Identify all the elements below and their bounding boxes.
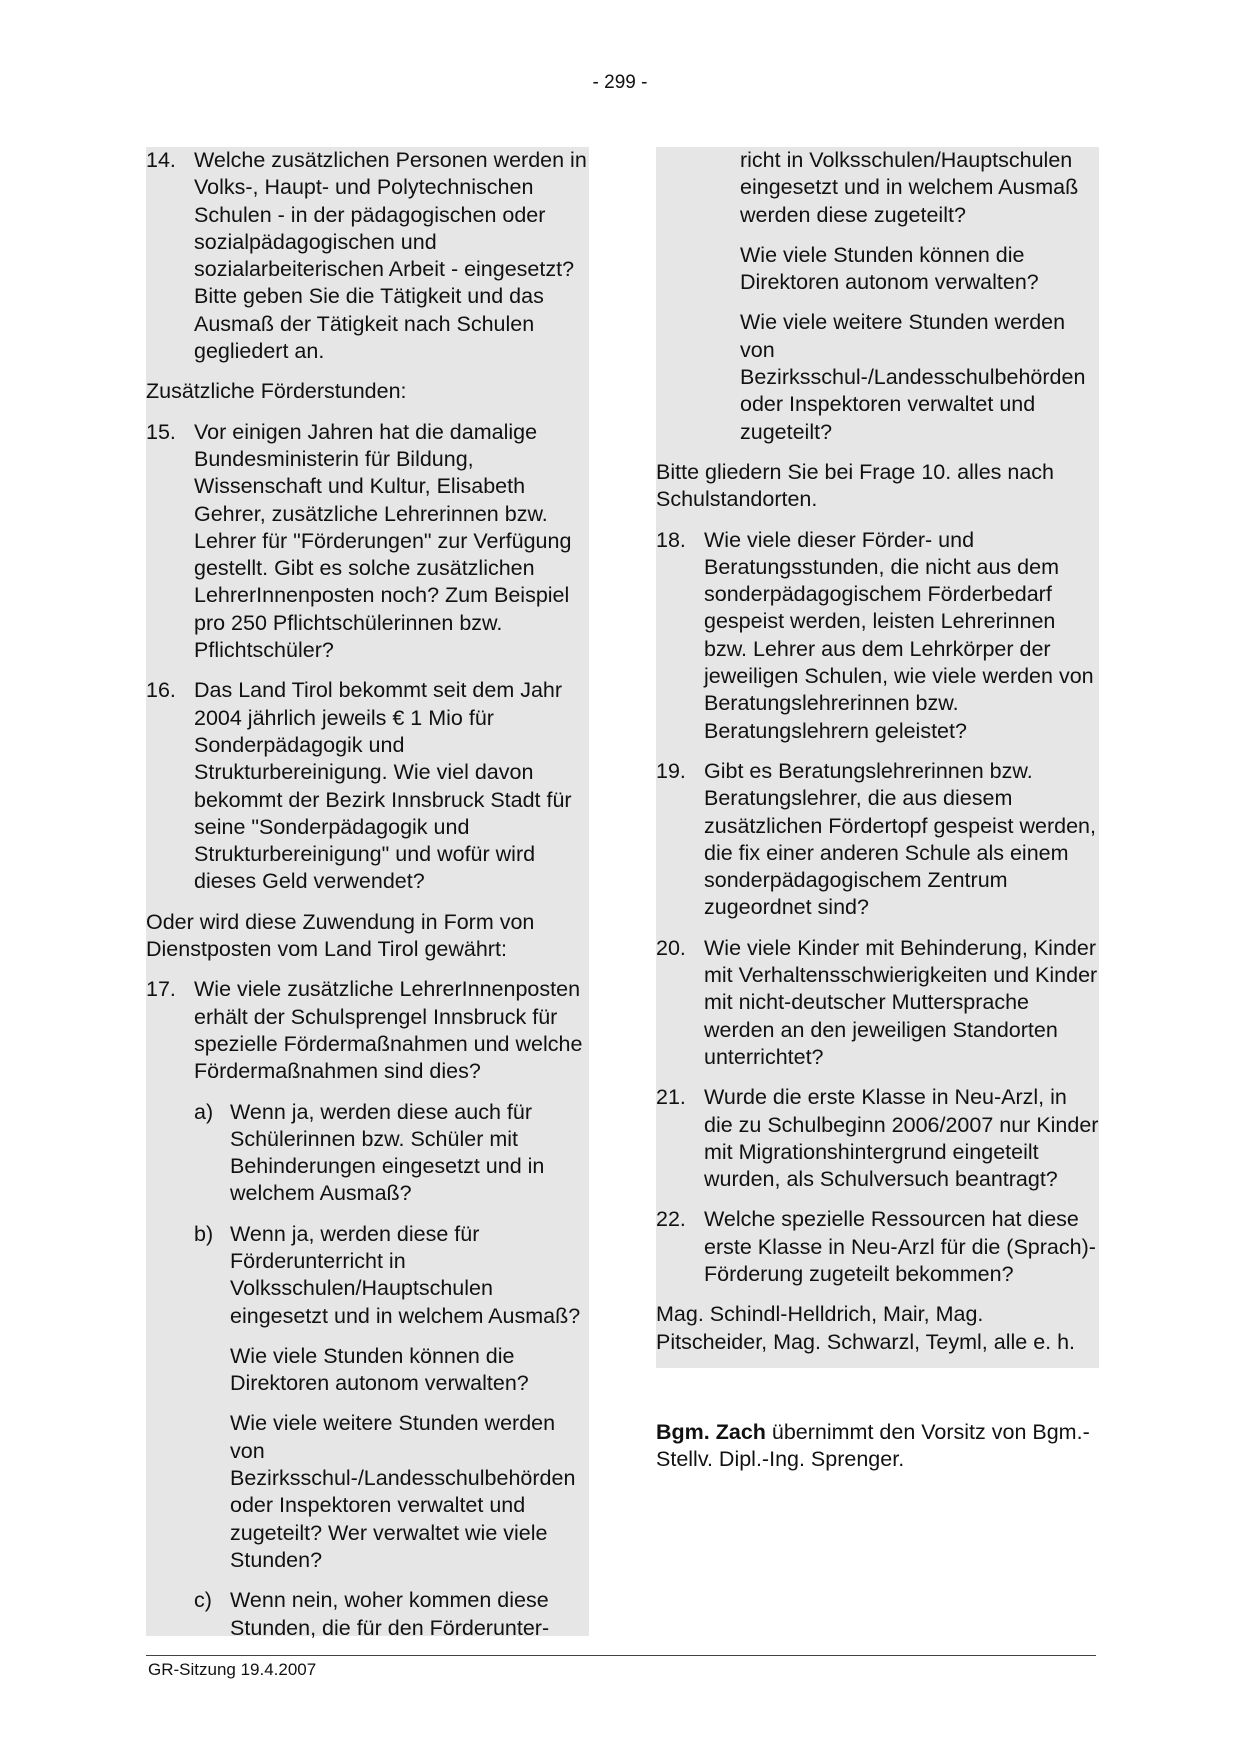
footer-divider [146, 1655, 1096, 1656]
page-number: - 299 - [592, 72, 648, 93]
question-text: Welche zusätzlichen Personen werden in Volks-, Haupt- und Polytechnischen Schulen - in der pädagogischen oder sozialpädagogischen und sozialarbeiterischen Arbeit - eingesetzt? Bitte geben Sie die Tätigkeit und das Ausmaß der Tätigkeit nach Schulen gegliedert an. [194, 148, 587, 364]
question-text: Wie viele Kinder mit Behinderung, Kinder mit Verhaltensschwierigkeiten und Kinder mit nicht-deutscher Muttersprache werden an den jeweiligen Standorten unterrichtet? [704, 935, 1098, 1069]
question-text: Gibt es Beratungslehrerinnen bzw. Beratungslehrer, die aus diesem zusätzlichen Fördertopf gespeist werden, die fix einer anderen Schule als einem sonderpädagogischem Zentrum zugeordnet sind? [704, 758, 1096, 920]
footer-text: GR-Sitzung 19.4.2007 [148, 1660, 317, 1679]
question-text: Wie viele dieser Förder- und Beratungsstunden, die nicht aus dem sonderpädagogischem Förderbedarf gespeist werden, leisten Lehrerinnen bzw. Lehrer aus dem Lehrkörper der jeweiligen Schulen, wie viele werden von Beratungslehrerinnen bzw. Beratungslehrern geleistet? [704, 527, 1094, 743]
question-number: 20. [656, 935, 686, 960]
continued-paragraph-3: Wie viele weitere Stunden werden von Bezirksschul-/Landesschulbehörden oder Inspektoren verwaltet und zugeteilt? [740, 310, 1086, 444]
sub-question-text: Wenn ja, werden diese für Förderunterricht in Volksschulen/Hauptschulen eingesetzt und in welchem Ausmaß? [230, 1221, 581, 1328]
sub-question-c [146, 1587, 589, 1642]
sub-question-text: Wenn ja, werden diese auch für Schülerinnen bzw. Schüler mit Behinderungen eingesetzt und in welchem Ausmaß? [230, 1099, 545, 1206]
question-text: Vor einigen Jahren hat die damalige Bundesministerin für Bildung, Wissenschaft und Kultur, Elisabeth Gehrer, zusätzliche Lehrerinnen bzw. Lehrer für "Förderungen" zur Verfügung gestellt. Gibt es solche zusätzlichen LehrerInnenposten noch? Zum Beispiel pro 250 Pflichtschülerinnen bzw. Pflichtschüler? [194, 419, 572, 663]
question-number: 22. [656, 1207, 686, 1232]
question-number: 15. [146, 419, 176, 444]
sub-question-a [146, 1099, 589, 1208]
question-17 [146, 976, 589, 1085]
sub-question-text: Wenn nein, woher kommen diese Stunden, die für den Förderunter- [230, 1588, 550, 1640]
chair-note-text: übernimmt den Vorsitz von Bgm.-Stellv. Dipl.-Ing. Sprenger. [656, 1420, 1090, 1472]
left-column [146, 147, 589, 1640]
question-20 [656, 935, 1099, 1071]
question-number: 16. [146, 678, 176, 703]
question-18 [656, 527, 1099, 745]
note-text: Bitte gliedern Sie bei Frage 10. alles nach Schulstandorten. [656, 459, 1054, 512]
sub-question-b-paragraph-3: Wie viele weitere Stunden werden von Bezirksschul-/Landesschulbehörden oder Inspektoren verwaltet und zugeteilt? Wer verwaltet wie viele Stunden? [230, 1411, 576, 1572]
chair-note-name: Bgm. Zach [656, 1420, 766, 1444]
question-number: 19. [656, 758, 686, 783]
question-number: 21. [656, 1085, 686, 1110]
question-text: Wurde die erste Klasse in Neu-Arzl, in die zu Schulbeginn 2006/2007 nur Kinder mit Migrationshintergrund eingeteilt wurden, als Schulversuch beantragt? [704, 1085, 1099, 1192]
sub-question-b [146, 1221, 589, 1330]
question-text: Welche spezielle Ressourcen hat diese erste Klasse in Neu-Arzl für die (Sprach)-Förderung zugeteilt bekommen? [704, 1207, 1096, 1286]
question-15 [146, 419, 589, 665]
question-14 [146, 147, 589, 365]
continued-paragraph-2: Wie viele Stunden können die Direktoren autonom verwalten? [740, 242, 1039, 295]
sub-question-label: c) [194, 1588, 212, 1613]
question-text: Das Land Tirol bekommt seit dem Jahr 2004 jährlich jeweils € 1 Mio für Sonderpädagogik und Strukturbereinigung. Wie viel davon bekommt der Bezirk Innsbruck Stadt für seine "Sonderpädagogik und Strukturbereinigung" und wofür wird dieses Geld verwendet? [194, 678, 572, 894]
sub-question-label: b) [194, 1221, 214, 1246]
question-text: Wie viele zusätzliche LehrerInnenposten erhält der Schulsprengel Innsbruck für spezielle Fördermaßnahmen und welche Fördermaßnahmen sind dies? [194, 977, 583, 1084]
question-21 [656, 1084, 1099, 1193]
continued-text: richt in Volksschulen/Hauptschulen eingesetzt und in welchem Ausmaß werden diese zugeteilt? [740, 148, 1079, 227]
right-column [656, 147, 1099, 1368]
chair-note [656, 1419, 1099, 1474]
question-16 [146, 677, 589, 895]
section-heading: Zusätzliche Förderstunden: [146, 379, 407, 404]
sub-question-label: a) [194, 1099, 214, 1124]
interlude-text: Oder wird diese Zuwendung in Form von Dienstposten vom Land Tirol gewährt: [146, 909, 535, 962]
question-number: 18. [656, 527, 686, 552]
signatories: Mag. Schindl-Helldrich, Mair, Mag. Pitscheider, Mag. Schwarzl, Teyml, alle e. h. [656, 1302, 1076, 1354]
question-19 [656, 758, 1099, 922]
question-number: 14. [146, 148, 176, 172]
sub-question-b-paragraph-2: Wie viele Stunden können die Direktoren autonom verwalten? [230, 1343, 529, 1396]
question-22 [656, 1206, 1099, 1288]
question-number: 17. [146, 977, 176, 1002]
